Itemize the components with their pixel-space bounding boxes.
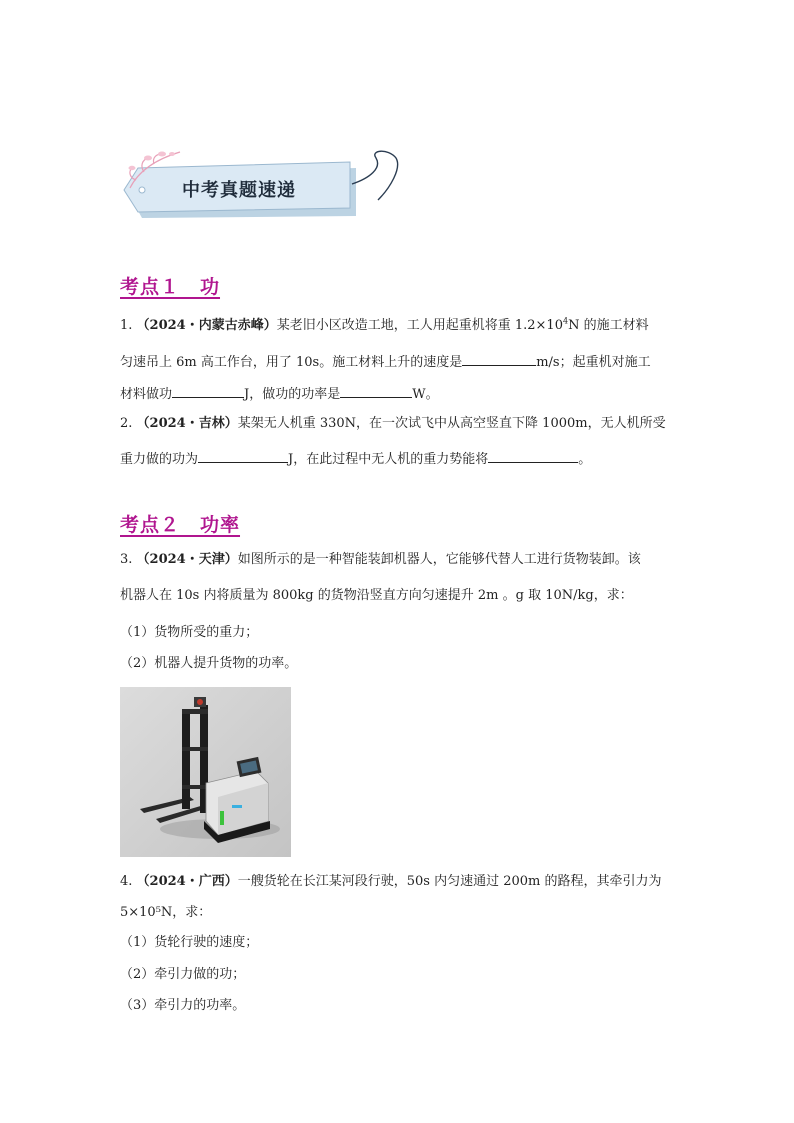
question-text: 重力做的功为	[120, 452, 199, 467]
question-text: 某架无人机重 330N，在一次试飞中从高空竖直下降 1000m，无人机所受	[237, 416, 666, 431]
question-text: 匀速吊上 6m 高工作台，用了 10s。施工材料上升的速度是	[120, 355, 463, 370]
question-text: J，做功的功率是	[244, 387, 341, 402]
question-text: 一艘货轮在长江某河段行驶，50s 内匀速通过 200m 的路程，其牵引力为	[237, 874, 662, 889]
question-number: 2.	[120, 416, 133, 431]
superscript: 4	[562, 316, 569, 326]
question-text: N 的施工材料	[568, 318, 649, 333]
question-source: （2024・内蒙古赤峰）	[136, 318, 277, 333]
question-4-part-3: （3）牵引力的功率。	[120, 998, 246, 1013]
question-4-line-2: 5×10⁵N，求：	[120, 905, 212, 920]
question-3-line-2: 机器人在 10s 内将质量为 800kg 的货物沿竖直方向匀速提升 2m 。g 取 10N/kg，求：	[120, 588, 633, 603]
question-source: （2024・广西）	[136, 874, 238, 889]
question-text: 如图所示的是一种智能装卸机器人，它能够代替人工进行货物装卸。该	[237, 552, 641, 567]
question-1-line-2	[120, 353, 680, 371]
question-1-line-3	[120, 385, 680, 403]
question-4-part-1: （1）货轮行驶的速度；	[120, 935, 259, 950]
section-heading-1: 考点１ 功	[120, 276, 221, 298]
string-icon	[352, 151, 398, 200]
answer-blank[interactable]	[462, 353, 536, 366]
question-source: （2024・吉林）	[136, 416, 238, 431]
question-4-part-2: （2）牵引力做的功；	[120, 967, 246, 982]
question-4-line-1	[120, 874, 680, 890]
question-3-line-1	[120, 552, 680, 568]
question-number: 3.	[120, 552, 133, 567]
answer-blank[interactable]	[172, 385, 244, 398]
question-2-line-2	[120, 450, 680, 468]
question-2-line-1	[120, 416, 680, 432]
question-text: 某老旧小区改造工地，工人用起重机将重 1.2×10	[276, 318, 563, 333]
question-1-line-1	[120, 318, 680, 334]
question-text: 。	[578, 452, 592, 467]
banner-title: 中考真题速递	[182, 180, 296, 201]
question-text: W。	[412, 387, 439, 402]
question-text: J，在此过程中无人机的重力势能将	[288, 452, 489, 467]
section-heading-2: 考点２ 功率	[120, 514, 241, 536]
question-source: （2024・天津）	[136, 552, 238, 567]
answer-blank[interactable]	[488, 450, 578, 463]
question-3-part-2: （2）机器人提升货物的功率。	[120, 656, 298, 671]
question-text: 材料做功	[120, 387, 173, 402]
question-number: 4.	[120, 874, 133, 889]
answer-blank[interactable]	[340, 385, 412, 398]
answer-blank[interactable]	[198, 450, 288, 463]
loading-robot-image	[120, 687, 291, 857]
question-text: m/s；起重机对施工	[536, 355, 651, 370]
question-3-part-1: （1）货物所受的重力；	[120, 625, 259, 640]
question-number: 1.	[120, 318, 133, 333]
section-banner	[120, 148, 410, 228]
